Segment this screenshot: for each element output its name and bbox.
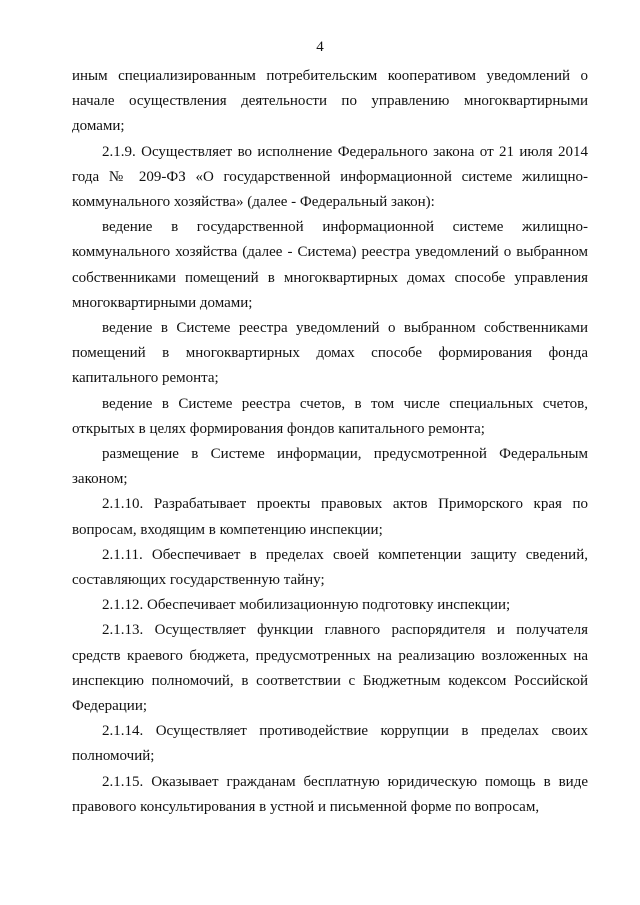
paragraph-2-1-10: 2.1.10. Разрабатывает проекты правовых актов Приморского края по вопросам, входящим в компетенцию инспекции; — [72, 496, 588, 538]
paragraph-2-1-14: 2.1.14. Осуществляет противодействие коррупции в пределах своих полномочий; — [72, 723, 588, 765]
page-number: 4 — [316, 39, 324, 55]
paragraph: иным специализированным потребительским кооперативом уведомлений о начале осуществления деятельности по управлению многоквартирными домами; — [72, 68, 588, 135]
paragraph-information-placement: размещение в Системе информации, предусмотренной Федеральным законом; — [72, 446, 588, 488]
paragraph-registry-accounts: ведение в Системе реестра счетов, в том числе специальных счетов, открытых в целях формирования фондов капитального ремонта; — [72, 395, 588, 437]
paragraph-registry-capital-repair: ведение в Системе реестра уведомлений о выбранном собственниками помещений в многоквартирных домах способе формирования фонда капитального ремонта; — [72, 320, 588, 387]
paragraph-2-1-12: 2.1.12. Обеспечивает мобилизационную подготовку инспекции; — [102, 597, 511, 614]
document-body — [72, 64, 588, 820]
paragraph-registry-management: ведение в государственной информационной системе жилищно-коммунального хозяйства (далее - Система) реестра уведомлений о выбранном собственниками помещений в многоквартирных домах способе управления многоквартирными домами; — [72, 219, 588, 311]
paragraph-2-1-15: 2.1.15. Оказывает гражданам бесплатную юридическую помощь в виде правового консультирования в устной и письменной форме по вопросам, — [72, 773, 588, 815]
paragraph-2-1-9: 2.1.9. Осуществляет во исполнение Федерального закона от 21 июля 2014 года № 209-ФЗ «О государственной информационной системе жилищно-коммунального хозяйства» (далее - Федеральный закон): — [72, 143, 588, 211]
paragraph-2-1-13: 2.1.13. Осуществляет функции главного распорядителя и получателя средств краевого бюджета, предусмотренных на реализацию возложенных на инспекцию полномочий, в соответствии с Бюджетным кодексом Российской Федерации; — [72, 622, 588, 715]
paragraph-2-1-11: 2.1.11. Обеспечивает в пределах своей компетенции защиту сведений, составляющих государственную тайну; — [72, 546, 588, 589]
